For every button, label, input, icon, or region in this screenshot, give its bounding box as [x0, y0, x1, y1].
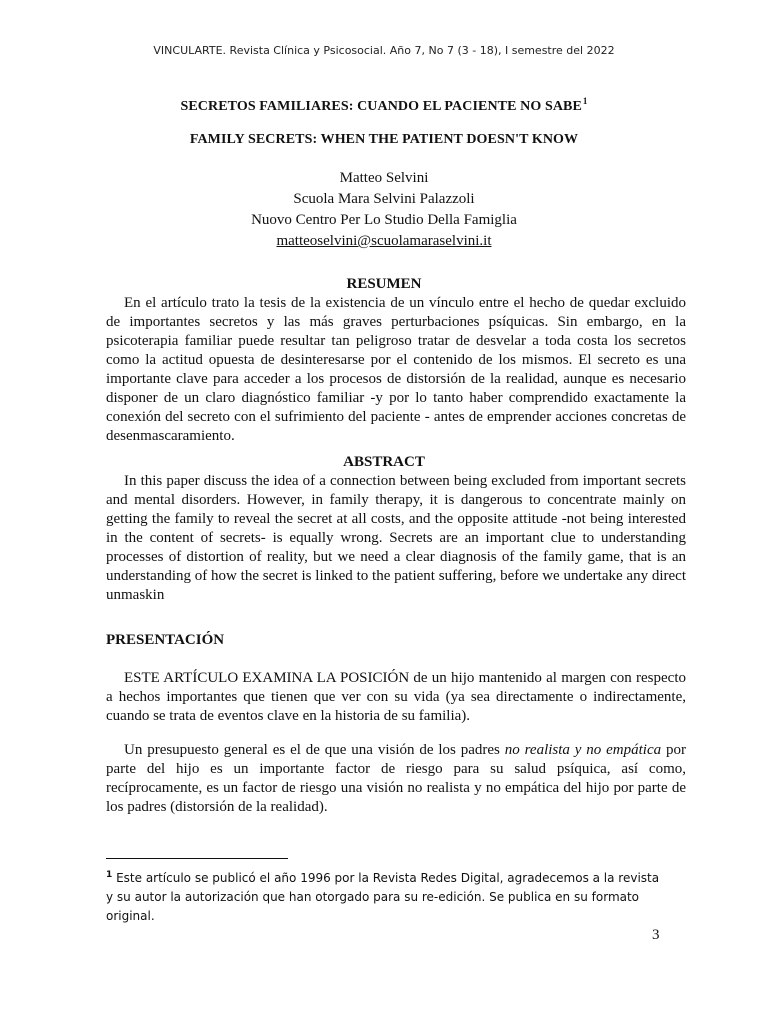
running-header: VINCULARTE. Revista Clínica y Psicosocial. Año 7, No 7 (3 - 18), I semestre del 2022: [153, 44, 615, 57]
abstract-text: In this paper discuss the idea of a connection between being excluded from important secrets and mental disorders. However, in family therapy, it is dangerous to concentrate mainly on getting the family to reveal the secret at all costs, and the opposite attitude -not being interested in the content of secrets- is equally wrong. Secrets are an important clue to understanding processes of distortion of reality, but we need a clear diagnosis of the family game, that is an understanding of how the secret is linked to the patient suffering, before we undertake any direct unmaskin: [106, 473, 686, 603]
article-title-spanish: [0, 96, 768, 115]
author-block: [0, 168, 768, 252]
para2-italic-phrase: no realista y no empática: [504, 742, 662, 758]
footnote-marker: 1: [106, 870, 113, 880]
abstract-heading: ABSTRACT: [343, 454, 425, 470]
title-footnote-marker[interactable]: 1: [582, 96, 588, 106]
author-affiliation-2: Nuovo Centro Per Lo Studio Della Famiglia: [251, 212, 517, 228]
resumen-heading: RESUMEN: [346, 276, 422, 292]
article-title-english: FAMILY SECRETS: WHEN THE PATIENT DOESN'T KNOW: [189, 132, 579, 147]
resumen-text: En el artículo trato la tesis de la existencia de un vínculo entre el hecho de quedar excluido de importantes secretos y las más graves perturbaciones psíquicas. Sin embargo, en la psicoterapia familiar puede resultar tan peligroso tratar de desvelar a toda costa los secretos como la actitud opuesta de desinteresarse por el contenido de los mismos. El secreto es una importante clave para acceder a los procesos de distorsión de la realidad, aunque es necesario disponer de un claro diagnóstico familiar -y por lo tanto haber comprendido exactamente la conexión del secreto con el sufrimiento del paciente - antes de emprender acciones concretas de desenmascaramiento.: [106, 295, 686, 444]
footnote: [106, 866, 666, 926]
presentacion-paragraph-2: [106, 741, 686, 817]
presentacion-heading: PRESENTACIÓN: [106, 632, 225, 648]
author-affiliation-1: Scuola Mara Selvini Palazzoli: [293, 191, 475, 207]
footnote-text: Este artículo se publicó el año 1996 por la Revista Redes Digital, agradecemos a la revista y su autor la autorización que han otorgado para su re-edición. Se publica en su formato original.: [106, 871, 660, 923]
title-es-text: SECRETOS FAMILIARES: CUANDO EL PACIENTE NO SABE: [180, 99, 582, 114]
presentacion-paragraph-1: ESTE ARTÍCULO EXAMINA LA POSICIÓN de un hijo mantenido al margen con respecto a hechos importantes que tienen que ver con su vida (ya sea directamente o indirectamente, cuando se trata de eventos clave en la historia de su familia).: [106, 670, 686, 724]
author-email-link[interactable]: matteoselvini@scuolamaraselvini.it: [276, 233, 492, 249]
page-number: 3: [652, 927, 660, 943]
para2-text-before: Un presupuesto general es el de que una visión de los padres: [124, 742, 505, 758]
para2-text-after: por parte del hijo es un importante factor de riesgo para su salud psíquica, así como, recíprocamente, es un factor de riesgo una visión no realista y no empática del hijo por parte de los padres (distorsión de la realidad).: [106, 742, 686, 815]
footnote-divider: [106, 858, 288, 859]
author-name: Matteo Selvini: [339, 170, 429, 186]
